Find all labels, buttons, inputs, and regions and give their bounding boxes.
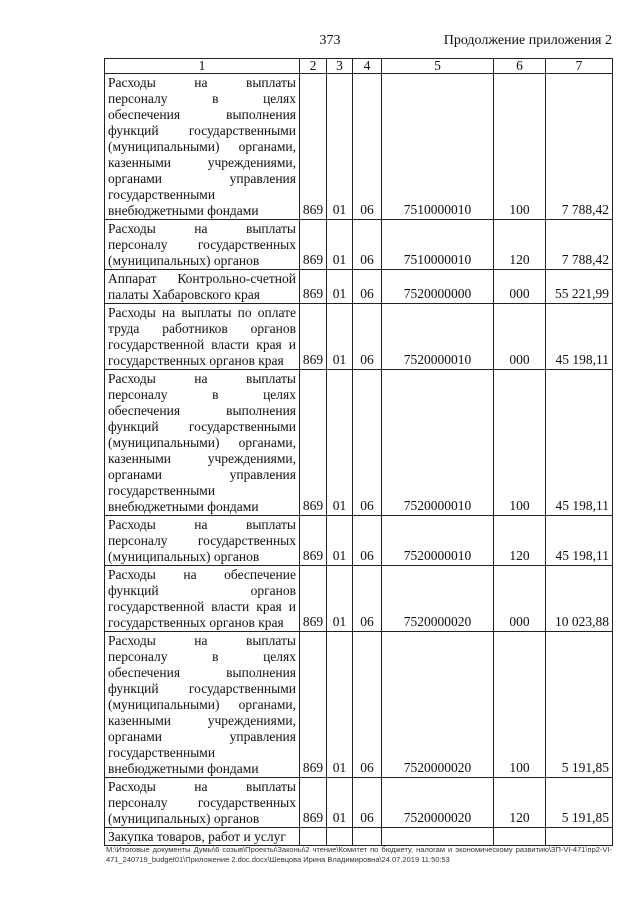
description-line: Расходы на выплаты по оплате — [108, 305, 296, 320]
header-col-2: 2 — [300, 59, 327, 74]
code-c2 — [300, 828, 327, 846]
amount-cell — [546, 828, 613, 846]
description-line: государственной власти края и — [108, 337, 296, 352]
description-line: государственными — [108, 745, 216, 760]
description-line: внебюджетными фондами — [108, 761, 259, 776]
description-line: органами управления — [108, 171, 296, 186]
description-line: (муниципальными) органами, — [108, 139, 296, 154]
table-row — [105, 304, 613, 370]
description-line: персоналу в целях — [108, 649, 296, 664]
table-row — [105, 270, 613, 304]
code-c4: 06 — [353, 220, 382, 270]
code-c2: 869 — [300, 516, 327, 566]
description-line: персоналу в целях — [108, 387, 296, 402]
code-c5: 7510000010 — [382, 74, 494, 220]
description-line: внебюджетными фондами — [108, 203, 259, 218]
code-c4 — [353, 828, 382, 846]
description-line: государственными — [108, 483, 216, 498]
code-c5: 7520000010 — [382, 304, 494, 370]
description-line: (муниципальными) органами, — [108, 435, 296, 450]
row-description — [105, 370, 300, 516]
code-c2: 869 — [300, 632, 327, 778]
description-line: органами управления — [108, 467, 296, 482]
code-c4: 06 — [353, 74, 382, 220]
code-c5: 7520000020 — [382, 566, 494, 632]
description-line: функций государственными — [108, 681, 296, 696]
description-line: Расходы на выплаты — [108, 371, 296, 386]
description-line: Расходы на выплаты — [108, 779, 296, 794]
table-row — [105, 370, 613, 516]
row-description — [105, 270, 300, 304]
description-line: (муниципальными) органами, — [108, 697, 296, 712]
code-c4: 06 — [353, 516, 382, 566]
description-line: персоналу государственных — [108, 237, 296, 252]
description-line: (муниципальных) органов — [108, 811, 260, 826]
description-line: труда работников органов — [108, 321, 296, 336]
description-line: обеспечения выполнения — [108, 107, 296, 122]
description-line: функций органов — [108, 583, 296, 598]
row-description — [105, 778, 300, 828]
table-row — [105, 74, 613, 220]
file-path-footer: M:\Итоговые документы Думы\6 созыв\Проекты\Законы\2 чтение\Комитет по бюджету, налогам и экономическому развитию\ЗП-VI-471\пр2-VI-471_240719_budget01\Приложение 2.doc.docx\Шевцова Ирина Владимировна\24.07.2019 11:50:53 — [106, 845, 612, 864]
description-line: персоналу в целях — [108, 91, 296, 106]
description-line: функций государственными — [108, 123, 296, 138]
description-line: персоналу государственных — [108, 795, 296, 810]
description-line: обеспечения выполнения — [108, 665, 296, 680]
table-row — [105, 828, 613, 846]
table-row — [105, 632, 613, 778]
code-c3: 01 — [327, 632, 353, 778]
description-line: органами управления — [108, 729, 296, 744]
code-c4: 06 — [353, 566, 382, 632]
description-line: Расходы на выплаты — [108, 517, 296, 532]
header-row — [105, 59, 613, 74]
code-c4: 06 — [353, 270, 382, 304]
code-c6: 100 — [494, 632, 546, 778]
amount-cell: 10 023,88 — [546, 566, 613, 632]
table-row — [105, 566, 613, 632]
code-c4: 06 — [353, 304, 382, 370]
amount-cell: 45 198,11 — [546, 370, 613, 516]
header-col-7: 7 — [546, 59, 613, 74]
code-c6: 000 — [494, 270, 546, 304]
code-c6: 000 — [494, 304, 546, 370]
code-c3: 01 — [327, 778, 353, 828]
table-row — [105, 220, 613, 270]
amount-cell: 55 221,99 — [546, 270, 613, 304]
table-body — [105, 74, 613, 846]
code-c5: 7520000010 — [382, 370, 494, 516]
amount-cell: 5 191,85 — [546, 632, 613, 778]
code-c6: 100 — [494, 370, 546, 516]
description-line: внебюджетными фондами — [108, 499, 259, 514]
row-description — [105, 74, 300, 220]
code-c3: 01 — [327, 370, 353, 516]
code-c3: 01 — [327, 270, 353, 304]
code-c4: 06 — [353, 778, 382, 828]
description-line: Расходы на выплаты — [108, 75, 296, 90]
code-c3: 01 — [327, 516, 353, 566]
code-c3: 01 — [327, 304, 353, 370]
description-line: обеспечения выполнения — [108, 403, 296, 418]
description-line: Расходы на обеспечение — [108, 567, 296, 582]
code-c3 — [327, 828, 353, 846]
code-c2: 869 — [300, 220, 327, 270]
code-c5: 7520000020 — [382, 778, 494, 828]
amount-cell: 45 198,11 — [546, 516, 613, 566]
code-c3: 01 — [327, 566, 353, 632]
description-line: государственных органов края — [108, 353, 284, 368]
description-line: (муниципальных) органов — [108, 549, 260, 564]
code-c2: 869 — [300, 270, 327, 304]
amount-cell: 45 198,11 — [546, 304, 613, 370]
code-c3: 01 — [327, 220, 353, 270]
header-col-3: 3 — [327, 59, 353, 74]
code-c5: 7520000010 — [382, 516, 494, 566]
code-c2: 869 — [300, 304, 327, 370]
budget-table — [104, 58, 613, 846]
amount-cell: 7 788,42 — [546, 74, 613, 220]
header-col-5: 5 — [382, 59, 494, 74]
header-col-4: 4 — [353, 59, 382, 74]
code-c6: 120 — [494, 516, 546, 566]
description-line: казенными учреждениями, — [108, 451, 296, 466]
code-c2: 869 — [300, 778, 327, 828]
description-line: государственных органов края — [108, 615, 284, 630]
description-line: палаты Хабаровского края — [108, 287, 260, 302]
header-col-6: 6 — [494, 59, 546, 74]
description-line: казенными учреждениями, — [108, 155, 296, 170]
description-line: Расходы на выплаты — [108, 633, 296, 648]
code-c5: 7520000020 — [382, 632, 494, 778]
row-description — [105, 828, 300, 846]
code-c4: 06 — [353, 370, 382, 516]
description-line: функций государственными — [108, 419, 296, 434]
table-row — [105, 516, 613, 566]
code-c6: 100 — [494, 74, 546, 220]
code-c2: 869 — [300, 74, 327, 220]
description-line: государственной власти края и — [108, 599, 296, 614]
code-c2: 869 — [300, 566, 327, 632]
description-line: (муниципальных) органов — [108, 253, 260, 268]
row-description — [105, 304, 300, 370]
description-line: казенными учреждениями, — [108, 713, 296, 728]
row-description — [105, 516, 300, 566]
description-line: государственными — [108, 187, 216, 202]
code-c6 — [494, 828, 546, 846]
code-c2: 869 — [300, 370, 327, 516]
description-line: персоналу государственных — [108, 533, 296, 548]
description-line: Закупка товаров, работ и услуг — [108, 829, 286, 844]
table-row — [105, 778, 613, 828]
row-description — [105, 632, 300, 778]
amount-cell: 7 788,42 — [546, 220, 613, 270]
amount-cell: 5 191,85 — [546, 778, 613, 828]
code-c5: 7510000010 — [382, 220, 494, 270]
code-c6: 120 — [494, 220, 546, 270]
description-line: Расходы на выплаты — [108, 221, 296, 236]
code-c6: 000 — [494, 566, 546, 632]
code-c4: 06 — [353, 632, 382, 778]
code-c3: 01 — [327, 74, 353, 220]
code-c6: 120 — [494, 778, 546, 828]
description-line: Аппарат Контрольно-счетной — [108, 271, 296, 286]
continuation-label: Продолжение приложения 2 — [443, 33, 612, 48]
page-number: 373 — [319, 33, 341, 48]
code-c5 — [382, 828, 494, 846]
row-description — [105, 220, 300, 270]
code-c5: 7520000000 — [382, 270, 494, 304]
header-col-1: 1 — [105, 59, 300, 74]
row-description — [105, 566, 300, 632]
